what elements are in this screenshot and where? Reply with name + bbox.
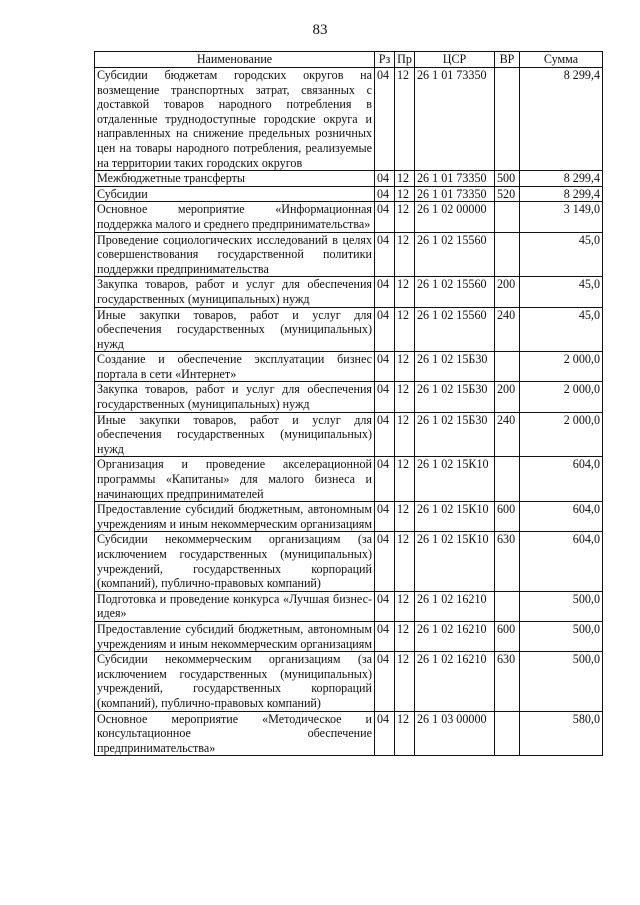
row-rz: 04 xyxy=(375,202,395,232)
row-vr: 500 xyxy=(495,171,520,187)
row-vr xyxy=(495,711,520,756)
row-rz: 04 xyxy=(375,186,395,202)
row-pr: 12 xyxy=(395,621,415,651)
row-vr: 200 xyxy=(495,382,520,412)
row-vr: 600 xyxy=(495,621,520,651)
row-pr: 12 xyxy=(395,382,415,412)
row-sum: 500,0 xyxy=(520,652,603,711)
row-csr: 26 1 02 00000 xyxy=(415,202,495,232)
row-csr: 26 1 02 15Б30 xyxy=(415,352,495,382)
row-name: Создание и обеспечение эксплуатации бизнес портала в сети «Интернет» xyxy=(95,352,375,382)
table-row xyxy=(95,307,603,352)
row-sum: 604,0 xyxy=(520,457,603,502)
row-pr: 12 xyxy=(395,68,415,171)
row-rz: 04 xyxy=(375,68,395,171)
row-name: Подготовка и проведение конкурса «Лучшая бизнес-идея» xyxy=(95,591,375,621)
row-rz: 04 xyxy=(375,621,395,651)
row-vr xyxy=(495,457,520,502)
row-csr: 26 1 01 73350 xyxy=(415,186,495,202)
row-sum: 45,0 xyxy=(520,307,603,352)
row-csr: 26 1 02 15560 xyxy=(415,307,495,352)
row-vr xyxy=(495,591,520,621)
row-name: Проведение социологических исследований в целях совершенствования государственной политики поддержки предпринимательства xyxy=(95,232,375,277)
row-vr: 600 xyxy=(495,502,520,532)
row-vr: 200 xyxy=(495,277,520,307)
row-sum: 580,0 xyxy=(520,711,603,756)
row-name: Субсидии некоммерческим организациям (за исключением государственных (муниципальных) учреждений, государственных корпораций (компаний), публично-правовых компаний) xyxy=(95,532,375,591)
row-pr: 12 xyxy=(395,307,415,352)
table-row xyxy=(95,457,603,502)
table-row xyxy=(95,277,603,307)
row-pr: 12 xyxy=(395,711,415,756)
row-rz: 04 xyxy=(375,412,395,457)
row-vr: 240 xyxy=(495,412,520,457)
row-pr: 12 xyxy=(395,591,415,621)
budget-table xyxy=(94,51,603,756)
row-pr: 12 xyxy=(395,277,415,307)
table-row xyxy=(95,186,603,202)
row-name: Закупка товаров, работ и услуг для обеспечения государственных (муниципальных) нужд xyxy=(95,277,375,307)
table-row xyxy=(95,202,603,232)
row-sum: 8 299,4 xyxy=(520,171,603,187)
row-pr: 12 xyxy=(395,532,415,591)
row-name: Основное мероприятие «Информационная поддержка малого и среднего предпринимательства» xyxy=(95,202,375,232)
row-rz: 04 xyxy=(375,171,395,187)
row-pr: 12 xyxy=(395,352,415,382)
row-name: Организация и проведение акселерационной программы «Капитаны» для малого бизнеса и начинающих предпринимателей xyxy=(95,457,375,502)
page-number: 83 xyxy=(312,22,328,38)
table-row xyxy=(95,171,603,187)
row-rz: 04 xyxy=(375,352,395,382)
table-row xyxy=(95,382,603,412)
table-row xyxy=(95,232,603,277)
row-pr: 12 xyxy=(395,652,415,711)
table-row xyxy=(95,711,603,756)
row-csr: 26 1 02 16210 xyxy=(415,621,495,651)
row-name: Субсидии xyxy=(95,186,375,202)
row-sum: 8 299,4 xyxy=(520,68,603,171)
row-sum: 3 149,0 xyxy=(520,202,603,232)
row-sum: 8 299,4 xyxy=(520,186,603,202)
table-header-row xyxy=(95,52,603,68)
row-sum: 2 000,0 xyxy=(520,382,603,412)
row-sum: 2 000,0 xyxy=(520,412,603,457)
table-row xyxy=(95,532,603,591)
row-rz: 04 xyxy=(375,652,395,711)
row-vr: 240 xyxy=(495,307,520,352)
row-name: Предоставление субсидий бюджетным, автономным учреждениям и иным некоммерческим организациям xyxy=(95,502,375,532)
row-csr: 26 1 02 16210 xyxy=(415,591,495,621)
row-csr: 26 1 01 73350 xyxy=(415,171,495,187)
row-name: Иные закупки товаров, работ и услуг для обеспечения государственных (муниципальных) нужд xyxy=(95,307,375,352)
row-sum: 2 000,0 xyxy=(520,352,603,382)
row-rz: 04 xyxy=(375,307,395,352)
row-csr: 26 1 02 15К10 xyxy=(415,502,495,532)
row-csr: 26 1 02 15Б30 xyxy=(415,412,495,457)
row-sum: 500,0 xyxy=(520,621,603,651)
row-sum: 500,0 xyxy=(520,591,603,621)
row-pr: 12 xyxy=(395,412,415,457)
row-pr: 12 xyxy=(395,186,415,202)
row-rz: 04 xyxy=(375,532,395,591)
row-pr: 12 xyxy=(395,502,415,532)
row-pr: 12 xyxy=(395,202,415,232)
row-csr: 26 1 02 15560 xyxy=(415,232,495,277)
table-row xyxy=(95,502,603,532)
row-sum: 45,0 xyxy=(520,232,603,277)
header-vr: ВР xyxy=(495,52,520,68)
row-name: Межбюджетные трансферты xyxy=(95,171,375,187)
header-pr: Пр xyxy=(395,52,415,68)
header-rz: Рз xyxy=(375,52,395,68)
row-csr: 26 1 03 00000 xyxy=(415,711,495,756)
row-name: Субсидии бюджетам городских округов на возмещение транспортных затрат, связанных с доставкой товаров народного потребления в отдаленные труднодоступные городские округа и направленных на снижение предельных розничных цен на товары народного потребления, реализуемые на территории таких городских округов xyxy=(95,68,375,171)
header-csr: ЦСР xyxy=(415,52,495,68)
row-name: Субсидии некоммерческим организациям (за исключением государственных (муниципальных) учреждений, государственных корпораций (компаний), публично-правовых компаний) xyxy=(95,652,375,711)
row-rz: 04 xyxy=(375,457,395,502)
row-csr: 26 1 02 15К10 xyxy=(415,532,495,591)
row-name: Основное мероприятие «Методическое и консультационное обеспечение предпринимательства» xyxy=(95,711,375,756)
row-rz: 04 xyxy=(375,591,395,621)
row-name: Иные закупки товаров, работ и услуг для обеспечения государственных (муниципальных) нужд xyxy=(95,412,375,457)
row-vr: 630 xyxy=(495,652,520,711)
row-vr: 630 xyxy=(495,532,520,591)
row-vr xyxy=(495,232,520,277)
row-vr xyxy=(495,202,520,232)
row-csr: 26 1 02 16210 xyxy=(415,652,495,711)
row-pr: 12 xyxy=(395,232,415,277)
row-name: Закупка товаров, работ и услуг для обеспечения государственных (муниципальных) нужд xyxy=(95,382,375,412)
row-rz: 04 xyxy=(375,502,395,532)
row-csr: 26 1 02 15К10 xyxy=(415,457,495,502)
table-row xyxy=(95,68,603,171)
row-vr: 520 xyxy=(495,186,520,202)
table-row xyxy=(95,621,603,651)
table-row xyxy=(95,591,603,621)
row-rz: 04 xyxy=(375,277,395,307)
row-sum: 604,0 xyxy=(520,502,603,532)
row-sum: 45,0 xyxy=(520,277,603,307)
row-rz: 04 xyxy=(375,382,395,412)
row-vr xyxy=(495,352,520,382)
row-csr: 26 1 02 15Б30 xyxy=(415,382,495,412)
table-row xyxy=(95,412,603,457)
row-rz: 04 xyxy=(375,232,395,277)
row-pr: 12 xyxy=(395,457,415,502)
row-name: Предоставление субсидий бюджетным, автономным учреждениям и иным некоммерческим организациям xyxy=(95,621,375,651)
row-vr xyxy=(495,68,520,171)
row-csr: 26 1 02 15560 xyxy=(415,277,495,307)
table-row xyxy=(95,652,603,711)
row-pr: 12 xyxy=(395,171,415,187)
row-rz: 04 xyxy=(375,711,395,756)
header-sum: Сумма xyxy=(520,52,603,68)
row-sum: 604,0 xyxy=(520,532,603,591)
table-row xyxy=(95,352,603,382)
header-name: Наименование xyxy=(95,52,375,68)
row-csr: 26 1 01 73350 xyxy=(415,68,495,171)
